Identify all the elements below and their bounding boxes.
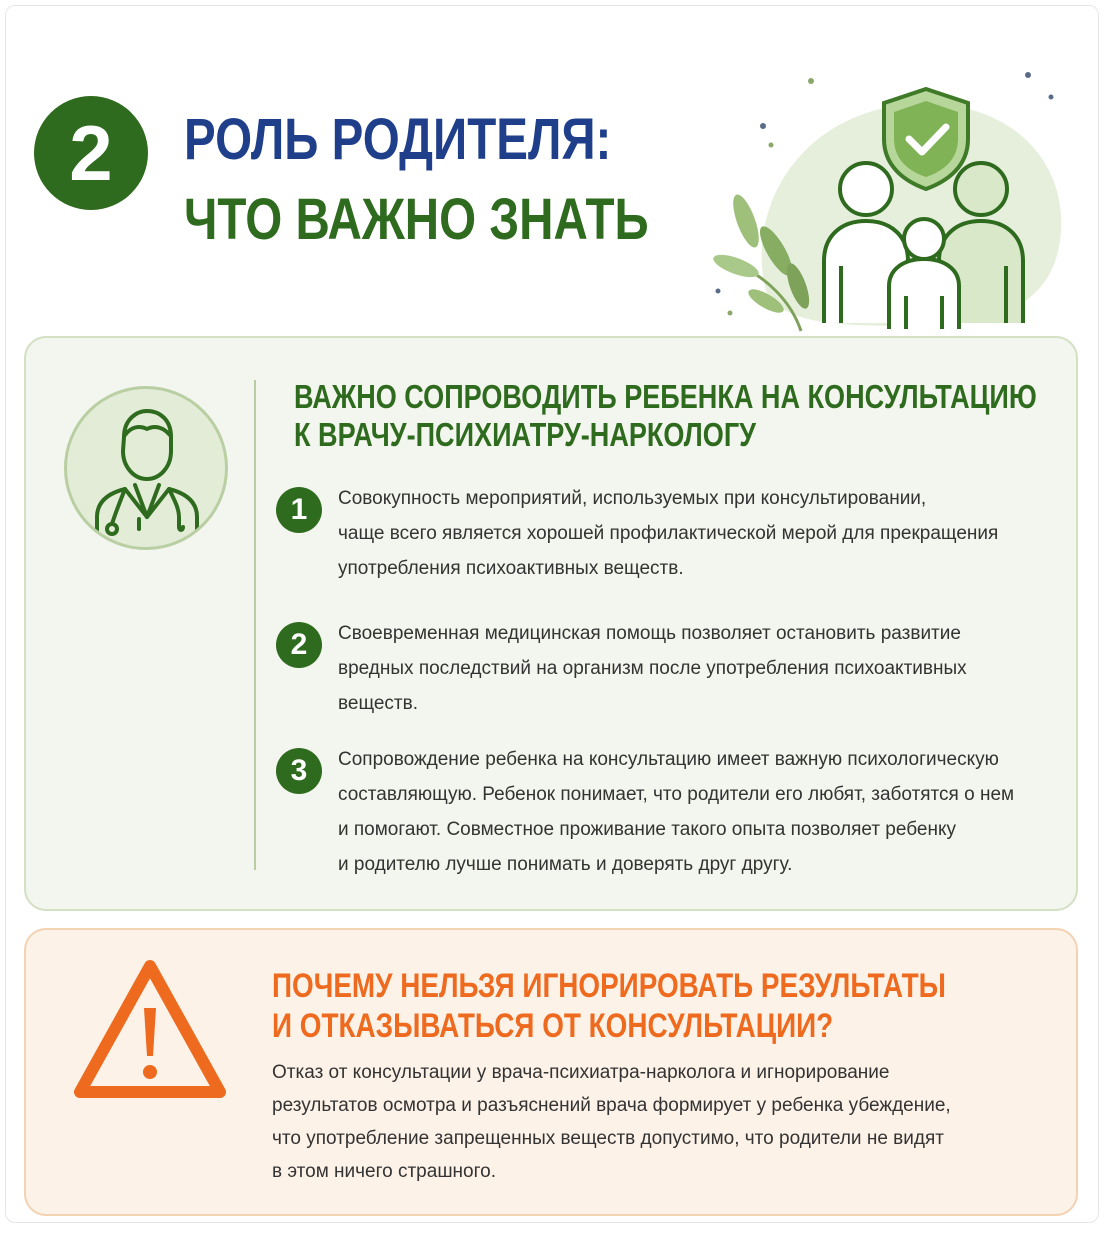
warning-text-line: в этом ничего страшного.	[272, 1161, 496, 1182]
point-text-line: Сопровождение ребенка на консультацию имеет важную психологическую	[338, 749, 999, 770]
point-number-badge: 2	[276, 622, 322, 668]
step-number-badge: 2	[34, 96, 148, 210]
point-text	[338, 742, 1078, 882]
point-text-line: Своевременная медицинская помощь позволяет остановить развитие	[338, 623, 961, 644]
warning-text-line: что употребление запрещенных веществ допустимо, что родители не видят	[272, 1128, 944, 1149]
doctor-icon	[67, 389, 225, 547]
point-text-line: вредных последствий на организм после употребления психоактивных	[338, 658, 967, 679]
point-text-line: и родителю лучше понимать и доверять друг другу.	[338, 854, 793, 875]
warning-text-line: Отказ от консультации у врача-психиатра-нарколога и игнорирование	[272, 1062, 890, 1083]
warning-heading	[272, 966, 946, 1046]
header	[6, 6, 1098, 336]
point-text	[338, 481, 1078, 586]
family-icon	[706, 61, 1076, 336]
doctor-avatar	[64, 386, 228, 550]
point-text	[338, 616, 1078, 721]
point-text-line: употребления психоактивных веществ.	[338, 558, 684, 579]
infographic-page	[5, 5, 1099, 1223]
page-title-line2: ЧТО ВАЖНО ЗНАТЬ	[184, 187, 649, 252]
warning-text	[272, 1056, 951, 1188]
point-text-line: и помогают. Совместное проживание такого опыта позволяет ребенку	[338, 819, 956, 840]
point-text-line: Совокупность мероприятий, используемых при консультировании,	[338, 488, 927, 509]
point-text-line: веществ.	[338, 693, 419, 714]
page-title-line1: РОЛЬ РОДИТЕЛЯ:	[184, 107, 612, 172]
consultation-heading-line2: К ВРАЧУ-ПСИХИАТРУ-НАРКОЛОГУ	[294, 416, 757, 453]
point-text-line: чаще всего является хорошей профилактической мерой для прекращения	[338, 523, 999, 544]
card-divider	[254, 380, 256, 870]
consultation-heading	[294, 378, 1037, 454]
warning-heading-line1: ПОЧЕМУ НЕЛЬЗЯ ИГНОРИРОВАТЬ РЕЗУЛЬТАТЫ	[272, 967, 946, 1005]
warning-heading-line2: И ОТКАЗЫВАТЬСЯ ОТ КОНСУЛЬТАЦИИ?	[272, 1007, 834, 1045]
point-number-badge: 3	[276, 748, 322, 794]
consultation-card	[24, 336, 1078, 911]
warning-triangle-icon	[70, 956, 230, 1104]
consultation-heading-line1: ВАЖНО СОПРОВОДИТЬ РЕБЕНКА НА КОНСУЛЬТАЦИЮ	[294, 378, 1037, 415]
point-number-badge: 1	[276, 487, 322, 533]
shield-check-icon	[884, 89, 968, 189]
warning-text-line: результатов осмотра и разъяснений врача формирует у ребенка убеждение,	[272, 1095, 951, 1116]
warning-card	[24, 928, 1078, 1216]
point-text-line: составляющую. Ребенок понимает, что родители его любят, заботятся о нем	[338, 784, 1015, 805]
